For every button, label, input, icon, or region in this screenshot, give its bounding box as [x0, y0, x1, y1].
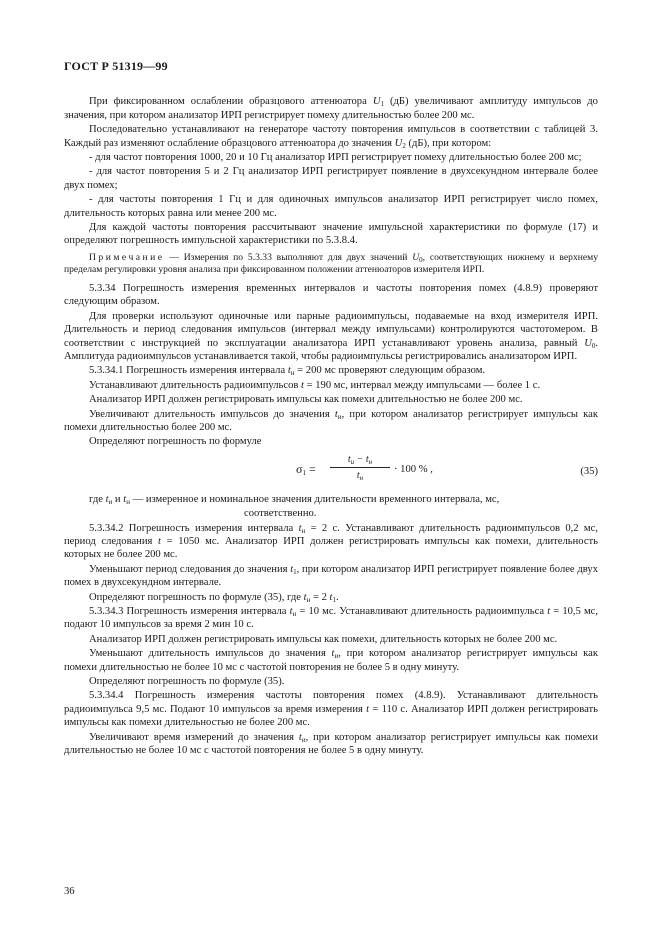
- bullet-2: - для частот повторения 5 и 2 Гц анализатор ИРП регистрирует появление в двухсекундном интервале более двух помех;: [64, 166, 598, 191]
- paragraph-10: Определяют погрешность по формуле (35), где $t_н = 2$ $t_1$.: [89, 591, 339, 604]
- bullet-1: - для частот повторения 1000, 20 и 10 Гц анализатор ИРП регистрирует помеху длительностью более 200 мс;: [89, 152, 582, 164]
- formula-legend-cont: соответственно.: [244, 508, 317, 520]
- paragraph-8: Определяют погрешность по формуле: [89, 436, 262, 448]
- paragraph-3: Для каждой частоты повторения рассчитывают значение импульсной характеристики по формуле (17) и определяют погрешность импульсной характеристики по 5.3.8.4.: [64, 222, 598, 247]
- bullet-3: - для частоты повторения 1 Гц и для одиночных импульсов анализатор ИРП регистрирует число помех, длительность которых равна или менее 200 мс.: [64, 194, 598, 219]
- formula-rhs: · 100 % ,: [394, 463, 433, 475]
- section-5-3-34-4: 5.3.34.4 Погрешность измерения частоты повторения помех (4.8.9). Устанавливают длительность радиоимпульса 9,5 мс. Подают 10 импульсов за время измерения t = 110 с. Анализатор ИРП должен регистрировать импульсы как помехи длительностью не более 200 мс.: [64, 690, 598, 729]
- section-5-3-34-2: 5.3.34.2 Погрешность измерения интервала $t_н = 2$ с. Устанавливают длительность радиоимпульсов 0,2 мс, период следования t = 1050 мс. Анализатор ИРП должен регистрировать импульсы как помехи, длительность которых не более 200 мс.: [64, 522, 598, 561]
- paragraph-11: Анализатор ИРП должен регистрировать импульсы как помехи, длительность которых не более 200 мс.: [89, 633, 558, 645]
- formula-legend: где $t_и$ и $t_н$ — измеренное и номинальное значения длительности временного интервала, мс,: [89, 493, 500, 506]
- formula-lhs: $\sigma_1$ =: [296, 461, 316, 477]
- paragraph-4: Для проверки используют одиночные или парные радиоимпульсы, подаваемые на вход измерителя ИРП. Длительность и период следования импульсов (интервал между импульсами) контролируются частотомером. В соответствии с инструкцией по эксплуатации анализатора ИРП устанавливают уровень анализа, равный $U_0$. Амплитуда радиоимпульсов устанавливается такой, чтобы радиоимпульсы регистрировались анализатором ИРП.: [64, 310, 598, 362]
- paragraph-2: Последовательно устанавливают на генераторе частоту повторения импульсов в соответствии с таблицей 3. Каждый раз изменяют ослабление образцового аттенюатора до значения $U_2$ (дБ), при котором:: [64, 124, 598, 150]
- paragraph-12: Уменьшают длительность импульсов до значения $t_и$, при котором анализатор регистрирует импульсы как помехи длительностью не более 10 мс с частотой повторения не более 5 в одну минуту.: [64, 648, 598, 673]
- paragraph-1: При фиксированном ослаблении образцового аттенюатора $U_1$ (дБ) увеличивают амплитуду импульсов до значения, при котором анализатор ИРП регистрирует помеху длительностью более 200 мс.: [64, 96, 598, 121]
- paragraph-14: Увеличивают время измерений до значения $t_и$, при котором анализатор регистрирует импульсы как помехи длительностью не более 10 мс с частотой повторения не более 5 в одну минуту.: [64, 731, 598, 757]
- paragraph-6: Анализатор ИРП должен регистрировать импульсы как помехи длительностью не более 200 мс.: [89, 394, 523, 406]
- formula-35: [64, 453, 598, 489]
- page-number: 36: [64, 886, 75, 897]
- formula-numerator: $t_и - t_н$: [330, 453, 390, 468]
- paragraph-9: Уменьшают период следования до значения $t_1$, при котором анализатор ИРП регистрирует появление более двух помех в двухсекундном интервале.: [64, 563, 598, 589]
- section-5-3-34-3: 5.3.34.3 Погрешность измерения интервала $t_н = 10$ мс. Устанавливают длительность радиоимпульса t = 10,5 мс, подают 10 импульсов за время 2 мин 10 с.: [64, 606, 599, 631]
- formula-denominator: $t_н$: [356, 470, 364, 483]
- document-page: [64, 60, 598, 758]
- document-header: ГОСТ Р 51319—99: [64, 59, 168, 73]
- paragraph-5: Устанавливают длительность радиоимпульсов t = 190 мс, интервал между импульсами — более 1 с.: [89, 379, 541, 391]
- formula-fraction: [330, 453, 390, 483]
- section-5-3-34-1: 5.3.34.1 Погрешность измерения интервала $t_н = 200$ мс проверяют следующим образом.: [89, 365, 486, 378]
- paragraph-13: Определяют погрешность по формуле (35).: [89, 676, 285, 688]
- paragraph-7: Увеличивают длительность импульсов до значения $t_и$, при котором анализатор регистрирует импульсы как помехи длительностью более 200 мс.: [64, 408, 599, 433]
- note: Примечание — Измерения по 5.3.33 выполняют для двух значений $U_0$, соответствующих нижнему и верхнему пределам регулировки уровня анализа при фиксированном положении аттенюаторов измерителя ИРП.: [64, 251, 599, 275]
- section-5-3-34: 5.3.34 Погрешность измерения временных интервалов и частоты повторения помех (4.8.9) проверяют следующим образом.: [64, 282, 598, 308]
- formula-number: (35): [580, 465, 598, 477]
